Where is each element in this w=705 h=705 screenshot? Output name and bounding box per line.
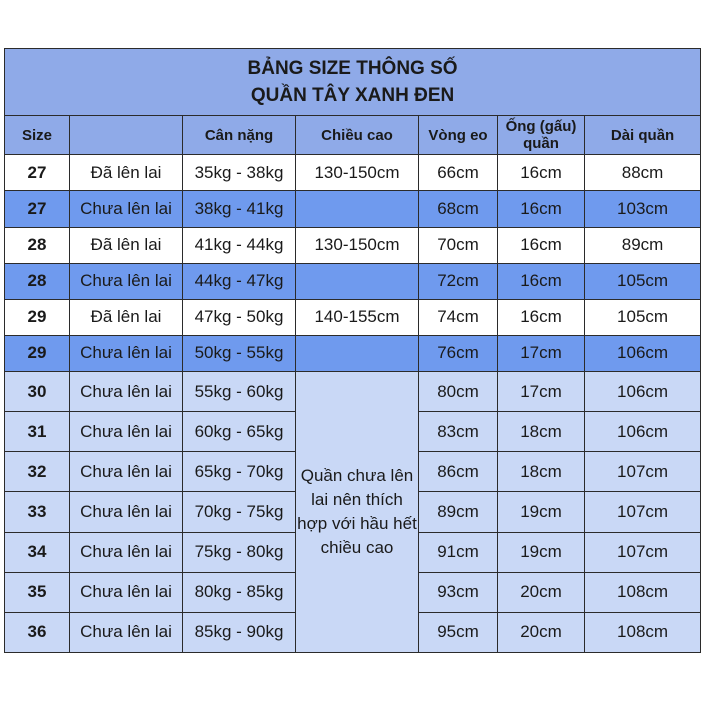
table-row <box>5 335 701 371</box>
cell-height: 130-150cm <box>296 155 419 191</box>
cell-height: 130-150cm <box>296 227 419 263</box>
height-note: Quần chưa lên lai nên thích hợp với hầu hết chiều cao <box>296 372 419 653</box>
cell-weight: 80kg - 85kg <box>183 572 296 612</box>
header-size: Size <box>5 116 70 155</box>
cell-waist: 68cm <box>419 191 498 227</box>
header-waist: Vòng eo <box>419 116 498 155</box>
header-height: Chiều cao <box>296 116 419 155</box>
cell-weight: 60kg - 65kg <box>183 412 296 452</box>
cell-hem: 16cm <box>498 191 585 227</box>
cell-size: 29 <box>5 299 70 335</box>
cell-hem: 16cm <box>498 155 585 191</box>
cell-height: 140-155cm <box>296 299 419 335</box>
table-title <box>5 49 701 116</box>
cell-weight: 85kg - 90kg <box>183 612 296 652</box>
cell-waist: 83cm <box>419 412 498 452</box>
cell-type: Chưa lên lai <box>70 492 183 532</box>
cell-length: 105cm <box>585 299 701 335</box>
cell-length: 107cm <box>585 492 701 532</box>
cell-hem: 17cm <box>498 335 585 371</box>
cell-height <box>296 263 419 299</box>
cell-length: 106cm <box>585 412 701 452</box>
cell-waist: 66cm <box>419 155 498 191</box>
cell-size: 31 <box>5 412 70 452</box>
cell-hem: 16cm <box>498 299 585 335</box>
cell-length: 106cm <box>585 335 701 371</box>
cell-size: 27 <box>5 155 70 191</box>
cell-length: 88cm <box>585 155 701 191</box>
cell-weight: 50kg - 55kg <box>183 335 296 371</box>
cell-size: 36 <box>5 612 70 652</box>
title-line-1: BẢNG SIZE THÔNG SỐ <box>247 58 458 80</box>
cell-type: Chưa lên lai <box>70 452 183 492</box>
cell-type: Chưa lên lai <box>70 263 183 299</box>
cell-waist: 95cm <box>419 612 498 652</box>
cell-weight: 38kg - 41kg <box>183 191 296 227</box>
title-line-2: QUẦN TÂY XANH ĐEN <box>250 85 455 107</box>
cell-type: Chưa lên lai <box>70 335 183 371</box>
cell-hem: 20cm <box>498 612 585 652</box>
cell-hem: 17cm <box>498 372 585 412</box>
cell-length: 89cm <box>585 227 701 263</box>
cell-size: 34 <box>5 532 70 572</box>
cell-type: Chưa lên lai <box>70 412 183 452</box>
cell-length: 107cm <box>585 452 701 492</box>
cell-length: 103cm <box>585 191 701 227</box>
table-row <box>5 299 701 335</box>
cell-weight: 44kg - 47kg <box>183 263 296 299</box>
cell-waist: 76cm <box>419 335 498 371</box>
cell-height <box>296 335 419 371</box>
cell-waist: 72cm <box>419 263 498 299</box>
table-row <box>5 263 701 299</box>
table-row <box>5 191 701 227</box>
cell-waist: 86cm <box>419 452 498 492</box>
cell-hem: 18cm <box>498 452 585 492</box>
header-hem: Ống (gấu) quần <box>498 116 585 155</box>
cell-type: Chưa lên lai <box>70 372 183 412</box>
cell-type: Chưa lên lai <box>70 532 183 572</box>
cell-length: 105cm <box>585 263 701 299</box>
cell-waist: 74cm <box>419 299 498 335</box>
cell-size: 28 <box>5 263 70 299</box>
cell-length: 108cm <box>585 572 701 612</box>
cell-hem: 20cm <box>498 572 585 612</box>
cell-hem: 16cm <box>498 227 585 263</box>
cell-size: 29 <box>5 335 70 371</box>
header-length: Dài quần <box>585 116 701 155</box>
cell-hem: 19cm <box>498 532 585 572</box>
cell-weight: 47kg - 50kg <box>183 299 296 335</box>
cell-size: 27 <box>5 191 70 227</box>
cell-height <box>296 191 419 227</box>
cell-weight: 35kg - 38kg <box>183 155 296 191</box>
cell-size: 32 <box>5 452 70 492</box>
header-weight: Cân nặng <box>183 116 296 155</box>
cell-type: Đã lên lai <box>70 227 183 263</box>
table-row <box>5 227 701 263</box>
cell-length: 106cm <box>585 372 701 412</box>
cell-type: Đã lên lai <box>70 299 183 335</box>
cell-length: 107cm <box>585 532 701 572</box>
cell-type: Chưa lên lai <box>70 191 183 227</box>
cell-size: 33 <box>5 492 70 532</box>
cell-waist: 70cm <box>419 227 498 263</box>
cell-type: Đã lên lai <box>70 155 183 191</box>
cell-size: 28 <box>5 227 70 263</box>
cell-weight: 70kg - 75kg <box>183 492 296 532</box>
cell-hem: 16cm <box>498 263 585 299</box>
cell-weight: 65kg - 70kg <box>183 452 296 492</box>
cell-hem: 19cm <box>498 492 585 532</box>
cell-type: Chưa lên lai <box>70 572 183 612</box>
table-row <box>5 372 701 412</box>
header-row <box>5 116 701 155</box>
cell-waist: 93cm <box>419 572 498 612</box>
table-row <box>5 155 701 191</box>
cell-waist: 80cm <box>419 372 498 412</box>
cell-type: Chưa lên lai <box>70 612 183 652</box>
cell-length: 108cm <box>585 612 701 652</box>
cell-waist: 91cm <box>419 532 498 572</box>
cell-weight: 41kg - 44kg <box>183 227 296 263</box>
cell-weight: 75kg - 80kg <box>183 532 296 572</box>
size-table <box>4 48 701 653</box>
header-type <box>70 116 183 155</box>
cell-hem: 18cm <box>498 412 585 452</box>
cell-weight: 55kg - 60kg <box>183 372 296 412</box>
cell-size: 35 <box>5 572 70 612</box>
cell-size: 30 <box>5 372 70 412</box>
cell-waist: 89cm <box>419 492 498 532</box>
